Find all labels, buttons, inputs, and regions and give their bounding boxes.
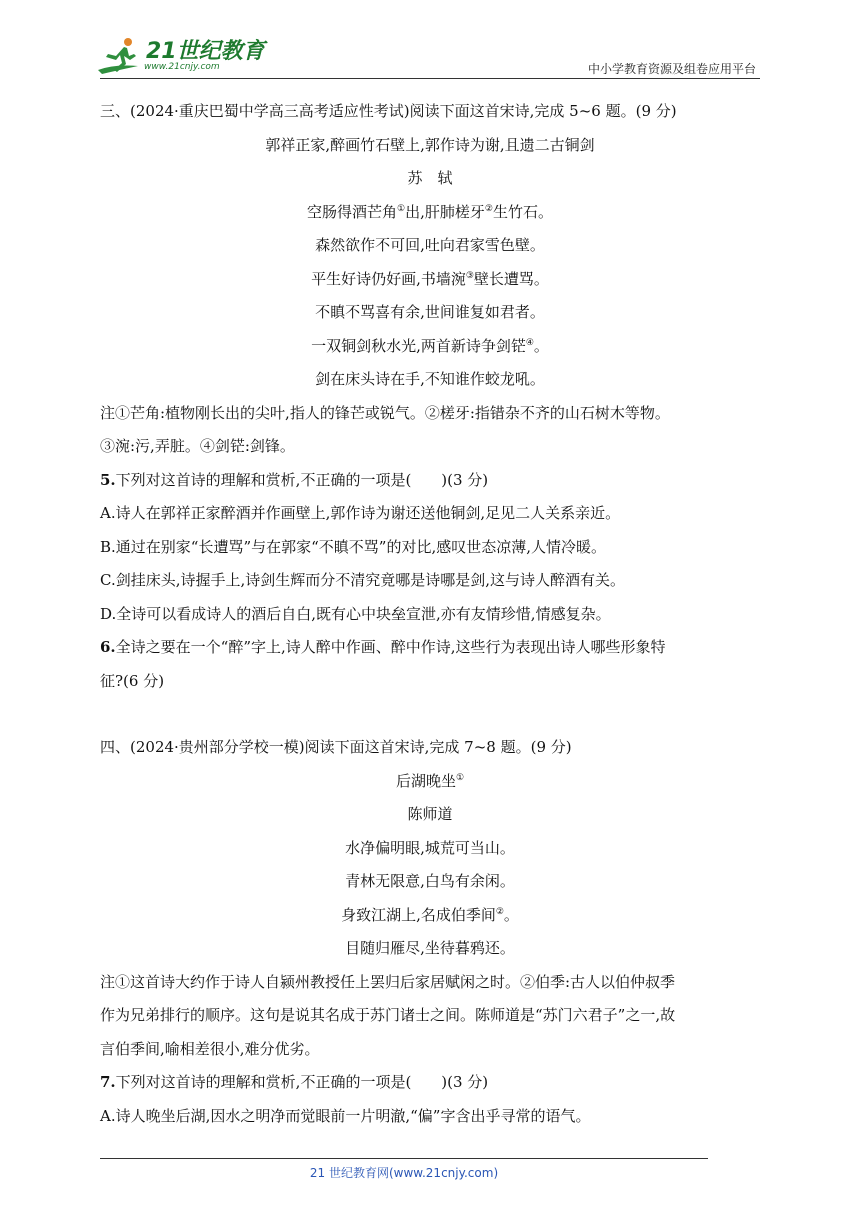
section4-poem-line: 青林无限意,白鸟有余闲。 — [345, 872, 515, 890]
footnote-mark: ① — [397, 203, 406, 214]
question-6-cont: 征?(6 分) — [100, 671, 165, 690]
document-body — [100, 95, 760, 1133]
section3-notes-cont: ③涴:污,弄脏。④剑铓:剑锋。 — [100, 437, 295, 455]
header-divider — [100, 78, 760, 79]
option-d: D.全诗可以看成诗人的酒后自白,既有心中块垒宣泄,亦有友情珍惜,情感复杂。 — [100, 604, 611, 623]
platform-label: 中小学教育资源及组卷应用平台 — [587, 62, 756, 76]
footnote-mark: ① — [455, 772, 465, 783]
section4-notes-cont: 作为兄弟排行的顺序。这句是说其名成于苏门诸士之间。陈师道是“苏门六君子”之一,故 — [100, 1006, 676, 1024]
section4-poem-line: 水净偏明眼,城荒可当山。 — [345, 838, 515, 857]
section4-poem-author: 陈师道 — [407, 805, 453, 823]
footnote-mark: ② — [484, 203, 493, 214]
option-c: C.剑挂床头,诗握手上,诗剑生辉而分不清究竟哪是诗哪是剑,这与诗人醉酒有关。 — [100, 571, 626, 589]
question-6: 6.全诗之要在一个“醉”字上,诗人醉中作画、醉中作诗,这些行为表现出诗人哪些形象特 — [100, 638, 666, 656]
option-a: A.诗人晚坐后湖,因水之明净而觉眼前一片明澈,“偏”字含出乎寻常的语气。 — [100, 1106, 591, 1125]
section3-poem-line: 空肠得酒芒角①出,肝肺槎牙②生竹石。 — [307, 202, 553, 221]
section4-poem-line: 身致江湖上,名成伯季间②。 — [341, 905, 519, 924]
page-header — [0, 0, 860, 80]
section3-poem-line: 不瞋不骂喜有余,世间谁复如君者。 — [315, 303, 545, 321]
section3-poem-line: 剑在床头诗在手,不知谁作蛟龙吼。 — [315, 370, 545, 388]
answer-space — [100, 698, 760, 731]
section4-notes-cont: 言伯季间,喻相差很小,难分优劣。 — [100, 1039, 320, 1058]
footnote-mark: ④ — [525, 337, 534, 348]
section3-poem-author: 苏 轼 — [407, 169, 453, 187]
section4-poem-title: 后湖晚坐① — [395, 771, 465, 790]
logo-url: www.21cnjy.com — [144, 62, 220, 72]
section3-poem-line: 平生好诗仍好画,书墙涴③壁长遭骂。 — [311, 269, 549, 288]
question-number: 7. — [100, 1073, 116, 1091]
runner-logo-icon — [94, 36, 146, 76]
question-5: 5.下列对这首诗的理解和赏析,不正确的一项是( )(3 分) — [100, 470, 489, 489]
section3-poem-line: 一双铜剑秋水光,两首新诗争剑铓④。 — [311, 336, 549, 355]
footer-divider — [100, 1158, 708, 1159]
section3-notes: 注①芒角:植物刚长出的尖叶,指人的锋芒或锐气。②槎牙:指错杂不齐的山石树木等物。 — [100, 403, 670, 422]
question-number: 6. — [100, 638, 116, 656]
section4-intro: 四、(2024·贵州部分学校一模)阅读下面这首宋诗,完成 7~8 题。(9 分) — [100, 738, 572, 756]
site-logo[interactable] — [94, 36, 264, 78]
footer-link[interactable]: 21 世纪教育网(www.21cnjy.com) — [309, 1166, 499, 1180]
footnote-mark: ③ — [465, 270, 474, 281]
section3-intro: 三、(2024·重庆巴蜀中学高三高考适应性考试)阅读下面这首宋诗,完成 5~6 题。(9 分) — [100, 102, 677, 120]
section3-poem-line: 森然欲作不可回,吐向君家雪色壁。 — [315, 236, 545, 254]
option-b: B.通过在别家“长遭骂”与在郭家“不瞋不骂”的对比,感叹世态凉薄,人情冷暖。 — [100, 537, 607, 556]
section4-poem-line: 目随归雁尽,坐待暮鸦还。 — [345, 939, 515, 957]
section4-notes: 注①这首诗大约作于诗人自颍州教授任上罢归后家居赋闲之时。②伯季:古人以伯仲叔季 — [100, 972, 676, 991]
logo-title: 21世纪教育 — [146, 39, 265, 64]
footnote-mark: ② — [495, 906, 504, 917]
question-number: 5. — [100, 470, 116, 489]
section3-poem-title: 郭祥正家,醉画竹石壁上,郭作诗为谢,且遗二古铜剑 — [265, 135, 595, 154]
option-a: A.诗人在郭祥正家醉酒并作画壁上,郭作诗为谢还送他铜剑,足见二人关系亲近。 — [100, 504, 621, 522]
question-7: 7.下列对这首诗的理解和赏析,不正确的一项是( )(3 分) — [100, 1073, 489, 1091]
